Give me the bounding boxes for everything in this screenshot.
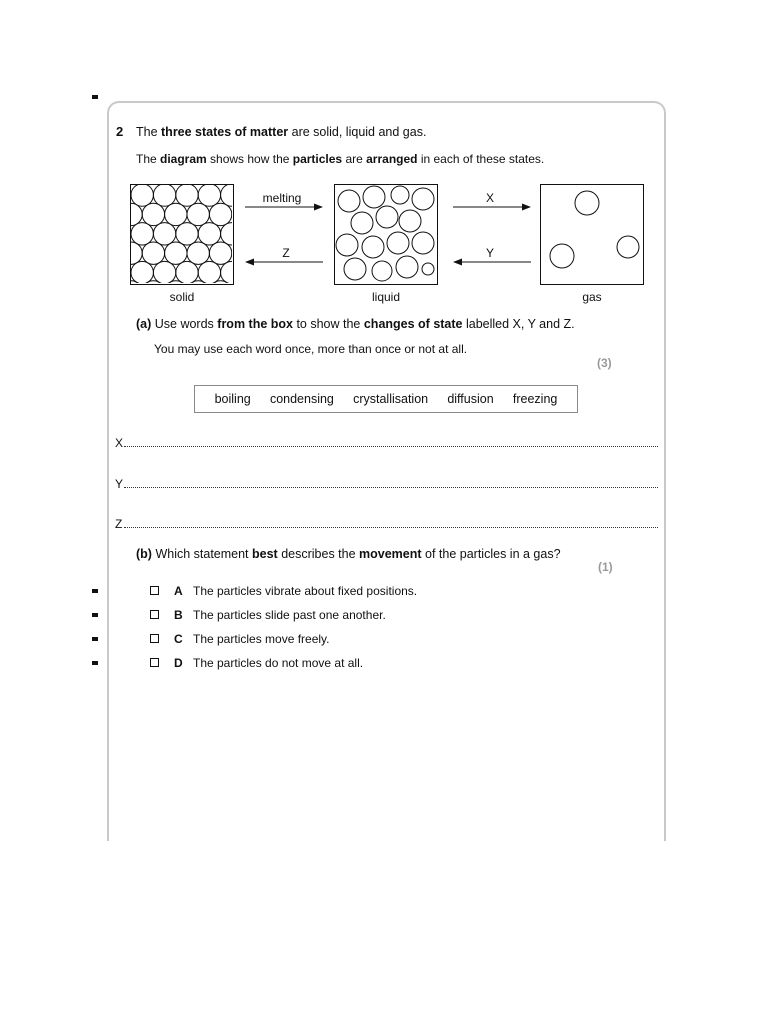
checkbox[interactable]	[150, 634, 159, 643]
particle	[387, 232, 409, 254]
checkbox[interactable]	[150, 658, 159, 667]
option-letter: D	[174, 656, 183, 670]
particle	[396, 256, 418, 278]
part-a-instruction: You may use each word once, more than once or not at all.	[154, 342, 468, 356]
gas-label: gas	[582, 290, 602, 304]
solid-label: solid	[169, 290, 195, 304]
particle	[165, 281, 187, 283]
particle	[391, 186, 409, 204]
word-option: crystallisation	[353, 392, 429, 406]
left-arrow-icon	[244, 257, 324, 267]
particle	[142, 281, 164, 283]
particle	[153, 223, 175, 245]
particle	[617, 236, 639, 258]
part-a-marks: (3)	[597, 356, 612, 370]
particle	[363, 186, 385, 208]
answer-letter: Z	[115, 517, 123, 531]
particle	[209, 242, 231, 264]
answer-letter: Y	[115, 477, 124, 491]
answer-line-y[interactable]	[115, 477, 658, 491]
left-arrow-icon	[452, 257, 532, 267]
particle	[142, 242, 164, 264]
word-option: boiling	[214, 392, 251, 406]
particle	[165, 242, 187, 264]
word-option: freezing	[512, 392, 558, 406]
particle	[412, 188, 434, 210]
option-letter: B	[174, 608, 183, 622]
particle	[131, 281, 142, 283]
liquid-label: liquid	[371, 290, 401, 304]
particle	[412, 232, 434, 254]
particle	[362, 236, 384, 258]
particle	[187, 281, 209, 283]
margin-mark	[92, 637, 98, 641]
particle	[176, 223, 198, 245]
particle	[575, 191, 599, 215]
particle	[131, 261, 153, 283]
word-option: condensing	[269, 392, 334, 406]
answer-line-z[interactable]	[115, 517, 658, 531]
particle	[372, 261, 392, 281]
particle	[338, 190, 360, 212]
x-arrow-label: X	[485, 191, 494, 205]
particle	[399, 210, 421, 232]
question-line-2: The diagram shows how the particles are arranged in each of these states.	[136, 152, 545, 166]
particle	[550, 244, 574, 268]
particle	[187, 242, 209, 264]
question-number: 2	[116, 124, 124, 139]
particle	[198, 185, 220, 206]
right-arrow-icon	[244, 202, 324, 212]
word-option: diffusion	[447, 392, 494, 406]
particle	[131, 185, 153, 206]
particle	[176, 261, 198, 283]
particle	[376, 206, 398, 228]
particle	[422, 263, 434, 275]
option-letter: A	[174, 584, 183, 598]
particle	[209, 203, 231, 225]
particle	[351, 212, 373, 234]
question-intro: The three states of matter are solid, liquid and gas.	[136, 125, 427, 139]
option-letter: C	[174, 632, 183, 646]
dotted-line	[124, 527, 658, 528]
option-text: The particles do not move at all.	[193, 656, 364, 670]
checkbox[interactable]	[150, 610, 159, 619]
melting-label: melting	[262, 191, 302, 205]
margin-mark	[92, 589, 98, 593]
answer-letter: X	[115, 436, 124, 450]
particle	[336, 234, 358, 256]
particle	[198, 261, 220, 283]
right-arrow-icon	[452, 202, 532, 212]
particle	[187, 203, 209, 225]
gas-particles-box	[540, 184, 644, 285]
particle	[344, 258, 366, 280]
word-box	[194, 385, 578, 413]
margin-mark	[92, 613, 98, 617]
dotted-line	[124, 446, 658, 447]
part-b-prompt: (b) Which statement best describes the movement of the particles in a gas?	[136, 547, 561, 561]
option-text: The particles vibrate about fixed positions.	[193, 584, 418, 598]
particle	[176, 185, 198, 206]
particle	[142, 203, 164, 225]
margin-mark	[92, 95, 98, 99]
solid-particles-box	[130, 184, 234, 285]
part-a-prompt: (a) Use words from the box to show the changes of state labelled X, Y and Z.	[136, 317, 575, 331]
particle	[131, 223, 153, 245]
z-arrow-label: Z	[282, 246, 290, 260]
particle	[153, 185, 175, 206]
particle	[153, 261, 175, 283]
option-text: The particles move freely.	[193, 632, 330, 646]
particle	[209, 281, 231, 283]
checkbox[interactable]	[150, 586, 159, 595]
liquid-particles-box	[334, 184, 438, 285]
option-text: The particles slide past one another.	[193, 608, 386, 622]
part-b-marks: (1)	[598, 560, 613, 574]
answer-line-x[interactable]	[115, 436, 658, 450]
y-arrow-label: Y	[485, 246, 494, 260]
particle	[165, 203, 187, 225]
dotted-line	[124, 487, 658, 488]
margin-mark	[92, 661, 98, 665]
particle	[198, 223, 220, 245]
